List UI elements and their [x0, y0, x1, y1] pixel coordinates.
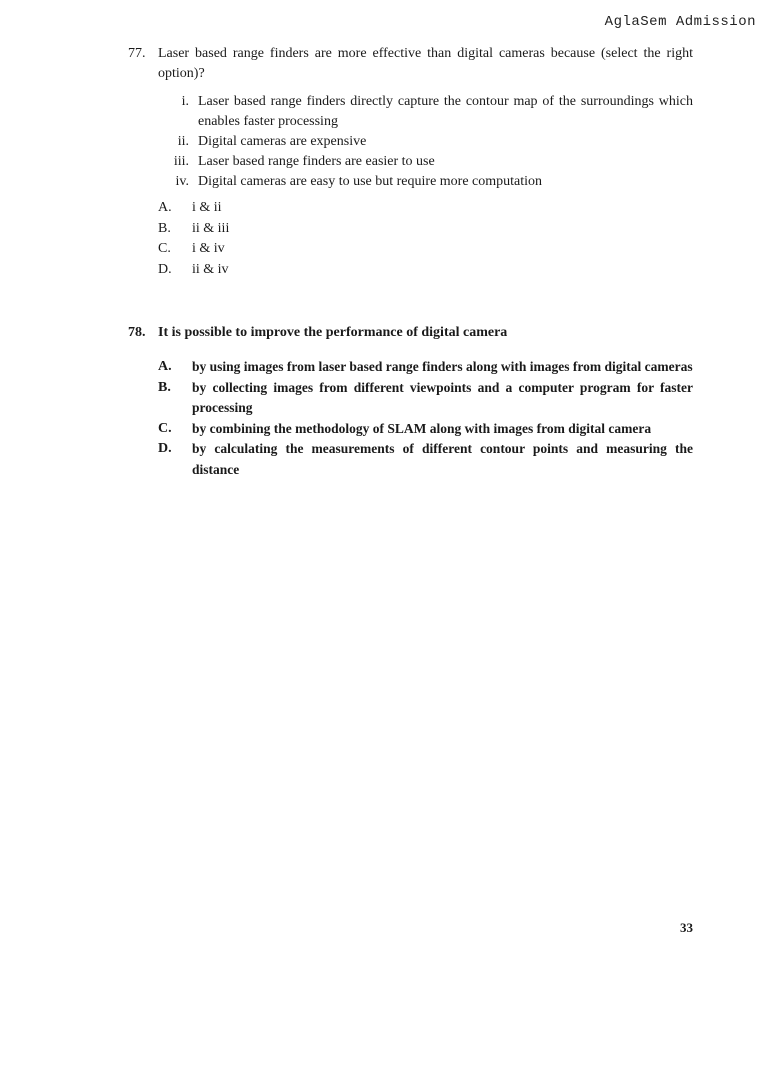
page-number: 33 — [680, 920, 693, 935]
statement-text: Digital cameras are easy to use but require more computation — [198, 174, 543, 189]
statement-item — [158, 172, 693, 192]
statement-number: iii. — [173, 154, 189, 169]
option-text: ii & iv — [192, 261, 229, 277]
option-list — [158, 198, 693, 280]
option-text: by combining the methodology of SLAM along with images from digital camera — [192, 420, 652, 436]
question-stem — [128, 323, 693, 343]
question-number: 78. — [128, 325, 146, 340]
statement-item — [158, 132, 693, 152]
question-text: It is possible to improve the performance of digital camera — [158, 325, 508, 340]
question-78 — [128, 323, 693, 480]
option-text: ii & iii — [192, 220, 230, 236]
option-text: i & iv — [192, 241, 225, 256]
option-b — [158, 378, 693, 419]
statement-text: Laser based range finders are easier to use — [198, 154, 435, 169]
option-letter: C. — [158, 420, 172, 436]
option-b — [158, 219, 693, 240]
option-letter: D. — [158, 261, 172, 277]
option-a — [158, 357, 693, 378]
option-letter: A. — [158, 200, 172, 215]
option-c — [158, 239, 693, 260]
option-letter: A. — [158, 359, 172, 374]
statement-number: ii. — [177, 134, 189, 149]
option-text: by collecting images from different viewpoints and a computer program for faster processing — [192, 379, 693, 415]
option-letter: B. — [158, 220, 171, 236]
statement-item — [158, 152, 693, 172]
question-77 — [128, 44, 693, 280]
statement-text: Laser based range finders directly capture the contour map of the surroundings which enables faster processing — [198, 94, 693, 129]
option-letter: D. — [158, 441, 172, 456]
watermark: AglaSem Admission — [604, 14, 756, 30]
statement-number: i. — [181, 94, 189, 109]
statement-number: iv. — [175, 174, 189, 189]
option-text: i & ii — [192, 200, 222, 215]
option-c — [158, 419, 693, 440]
statement-text: Digital cameras are expensive — [198, 134, 367, 149]
question-text: Laser based range finders are more effective than digital cameras because (select the right option)? — [158, 46, 693, 81]
question-stem — [128, 44, 693, 84]
option-letter: C. — [158, 241, 171, 256]
statement-item — [158, 92, 693, 132]
option-d — [158, 439, 693, 480]
option-list — [158, 357, 693, 480]
statement-list — [158, 92, 693, 192]
option-d — [158, 260, 693, 281]
option-text: by calculating the measurements of different contour points and measuring the distance — [192, 441, 693, 477]
option-text: by using images from laser based range finders along with images from digital cameras — [192, 359, 693, 374]
option-a — [158, 198, 693, 219]
question-number: 77. — [128, 46, 146, 61]
option-letter: B. — [158, 379, 171, 395]
